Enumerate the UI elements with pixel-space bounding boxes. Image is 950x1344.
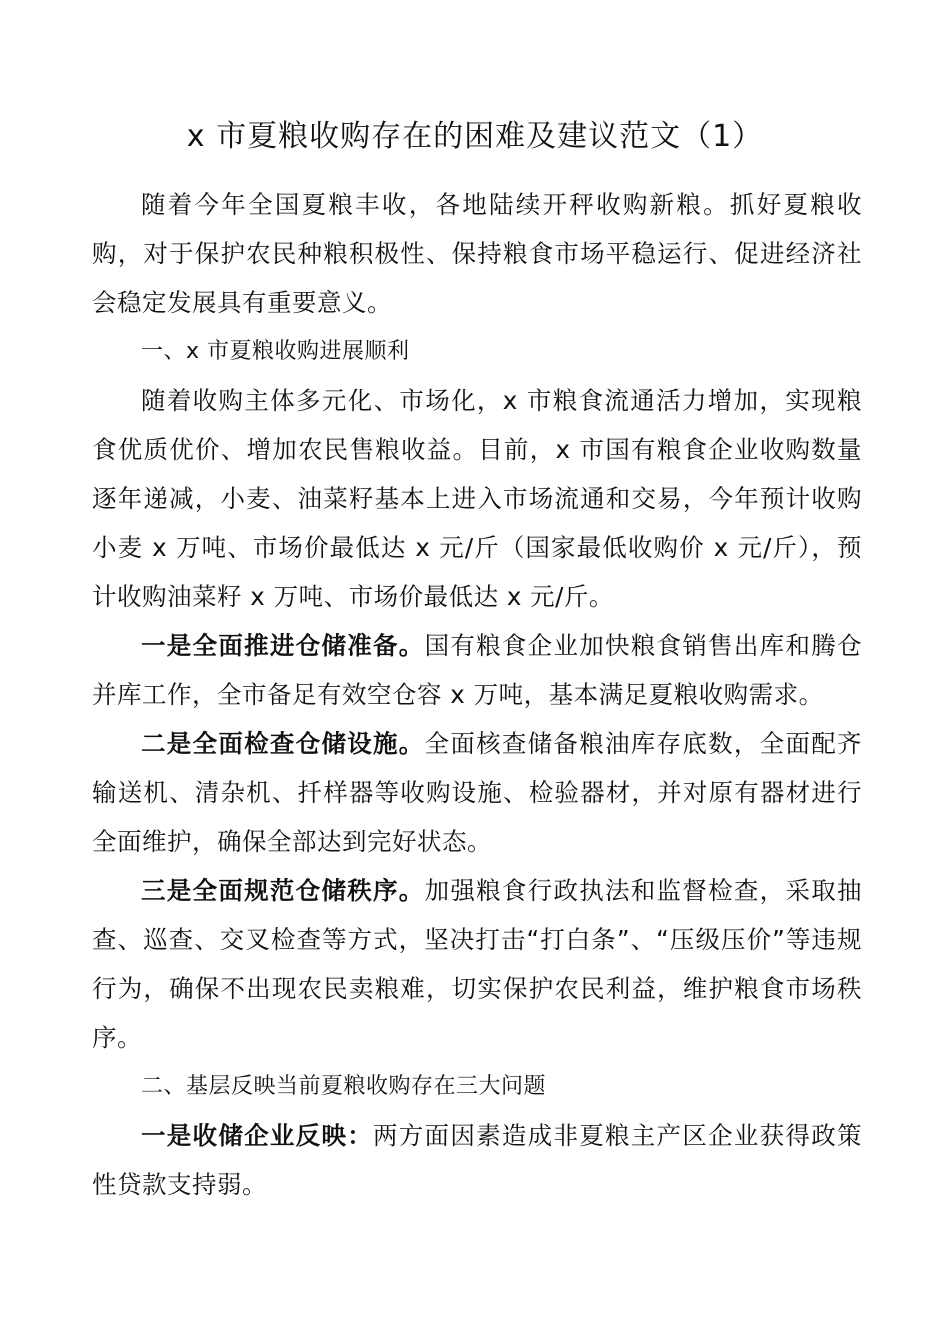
section1-heading: 一、x 市夏粮收购进展顺利 <box>141 339 410 364</box>
section2-item1-text: 两方面因素造成非夏粮主产区企业获得政策性贷款支持弱。 <box>92 1121 862 1199</box>
section1-item1 <box>92 621 862 719</box>
document-body <box>92 180 862 1209</box>
document-title: x 市夏粮收购存在的困难及建议范文（1） <box>186 119 764 154</box>
intro-paragraph: 随着今年全国夏粮丰收，各地陆续开秤收购新粮。抓好夏粮收购，对于保护农民种粮积极性、保持粮食市场平稳运行、促进经济社会稳定发展具有重要意义。 <box>92 190 862 317</box>
section1-item2-text: 全面核查储备粮油库存底数，全面配齐输送机、清杂机、扦样器等收购设施、检验器材，并对原有器材进行全面维护，确保全部达到完好状态。 <box>92 729 863 856</box>
section1-item2 <box>92 719 862 866</box>
section1-paragraph: 随着收购主体多元化、市场化，x 市粮食流通活力增加，实现粮食优质优价、增加农民售粮收益。目前，x 市国有粮食企业收购数量逐年递减，小麦、油菜籽基本上进入市场流通和交易，今年预计收购小麦 x 万吨、市场价最低达 x 元/斤（国家最低收购价 x 元/斤），预计收购油菜籽 x 万吨、市场价最低达 x 元/斤。 <box>92 386 862 611</box>
section1-item3-text: 加强粮食行政执法和监督检查，采取抽查、巡查、交叉检查等方式，坚决打击“打白条”、“压级压价”等违规行为，确保不出现农民卖粮难，切实保护农民利益，维护粮食市场秩序。 <box>92 876 863 1052</box>
section2-item1-lead: 一是收储企业反映： <box>141 1121 373 1150</box>
section1-item3 <box>92 866 862 1062</box>
section1-item2-lead: 二是全面检查仓储设施。 <box>141 729 425 758</box>
section2-heading: 二、基层反映当前夏粮收购存在三大问题 <box>141 1074 547 1099</box>
section1-item1-text: 国有粮食企业加快粮食销售出库和腾仓并库工作，全市备足有效空仓容 x 万吨，基本满足夏粮收购需求。 <box>92 631 863 709</box>
section1-item3-lead: 三是全面规范仓储秩序。 <box>141 876 425 905</box>
section1-item1-lead: 一是全面推进仓储准备。 <box>141 631 425 660</box>
section2-item1 <box>92 1111 862 1209</box>
